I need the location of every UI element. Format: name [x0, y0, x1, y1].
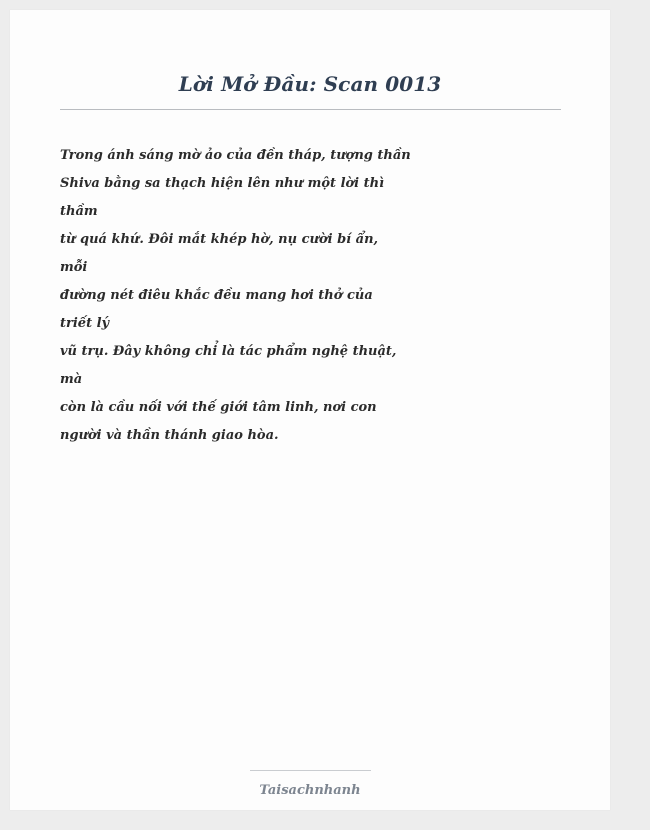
body-line: thầm — [60, 204, 98, 219]
body-line: vũ trụ. Đây không chỉ là tác phẩm nghệ thuật, — [60, 344, 397, 359]
document-page — [10, 10, 610, 810]
body-line: người và thần thánh giao hòa. — [60, 428, 279, 443]
footer-text: Taisachnhanh — [259, 783, 361, 798]
footer-divider — [250, 770, 371, 771]
body-line: triết lý — [60, 316, 110, 331]
body-line: đường nét điêu khắc đều mang hơi thở của — [60, 288, 373, 303]
body-line: mà — [60, 372, 83, 387]
body-line: mỗi — [60, 260, 88, 275]
body-line: Trong ánh sáng mờ ảo của đền tháp, tượng thần — [60, 148, 411, 163]
body-line: còn là cầu nối với thế giới tâm linh, nơi con — [60, 400, 377, 415]
page-title: Lời Mở Đầu: Scan 0013 — [178, 72, 442, 96]
title-divider — [60, 109, 561, 110]
body-line: Shiva bằng sa thạch hiện lên như một lời thì — [60, 176, 385, 191]
body-line: từ quá khứ. Đôi mắt khép hờ, nụ cười bí ẩn, — [60, 232, 379, 247]
body-paragraph — [60, 142, 411, 450]
